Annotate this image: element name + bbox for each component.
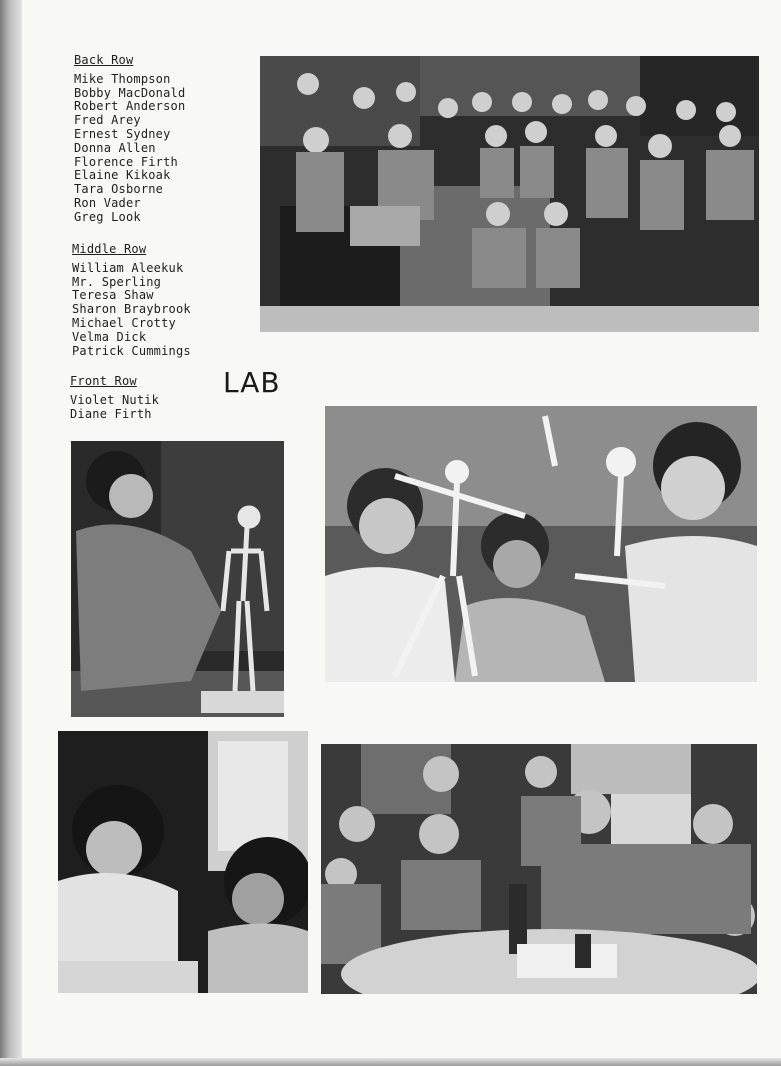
boy-with-skeleton-photo — [71, 441, 284, 717]
caption-name: Ron Vader — [74, 195, 141, 210]
caption-name: Sharon Braybrook — [72, 302, 191, 317]
caption-name: Fred Arey — [74, 113, 141, 128]
girls-with-skeletons-photo — [325, 406, 757, 682]
front-row-heading: Front Row — [70, 374, 137, 388]
caption-name: Patrick Cummings — [72, 343, 191, 358]
page-bottom-edge — [0, 1058, 781, 1066]
caption-name: Teresa Shaw — [72, 288, 154, 303]
caption-name: Florence Firth — [74, 154, 178, 169]
caption-name: Diane Firth — [70, 406, 152, 421]
caption-name: Tara Osborne — [74, 182, 164, 197]
page-edge-shadow — [0, 0, 22, 1066]
front-row-caption — [70, 375, 159, 421]
caption-name: Ernest Sydney — [74, 126, 171, 141]
caption-name: Mr. Sperling — [72, 274, 162, 289]
caption-name: Velma Dick — [72, 329, 147, 344]
class-group-photo — [260, 56, 759, 332]
caption-name: Greg Look — [74, 209, 141, 224]
caption-name: Michael Crotty — [72, 315, 176, 330]
middle-row-heading: Middle Row — [72, 242, 147, 256]
caption-name: Elaine Kikoak — [74, 168, 171, 183]
caption-name: Robert Anderson — [74, 99, 186, 114]
caption-name: William Aleekuk — [72, 260, 184, 275]
section-title: LAB — [223, 366, 281, 399]
caption-name: Donna Allen — [74, 140, 156, 155]
caption-name: Bobby MacDonald — [74, 85, 186, 100]
back-row-caption — [74, 54, 185, 225]
students-at-desk-photo — [58, 731, 308, 993]
group-at-table-photo — [321, 744, 757, 994]
caption-name: Violet Nutik — [70, 392, 160, 407]
caption-name: Mike Thompson — [74, 71, 171, 86]
back-row-heading: Back Row — [74, 53, 134, 67]
middle-row-caption — [72, 243, 191, 358]
